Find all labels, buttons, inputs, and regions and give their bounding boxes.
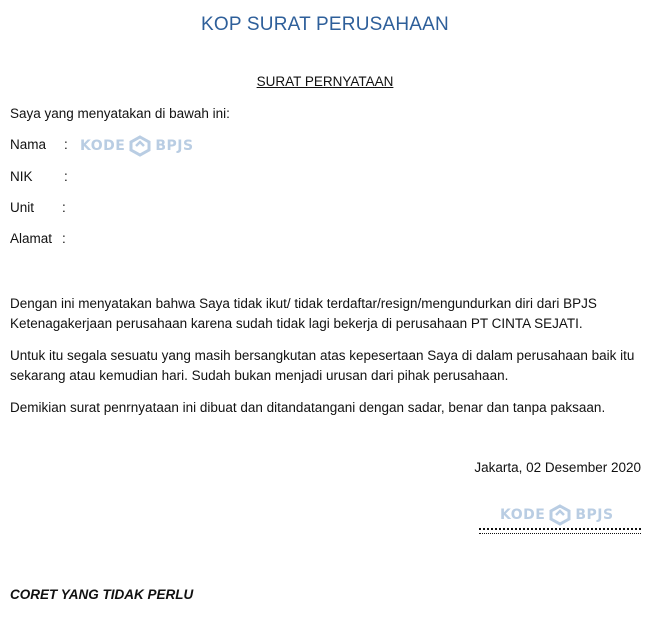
- paragraph-consequence: Untuk itu segala sesuatu yang masih bersangkutan atas kepesertaan Saya di dalam perusahaan baik itu sekarang atau kemudian hari. Sudah bukan menjadi urusan dari pihak perusahaan.: [10, 348, 635, 383]
- footer-note: CORET YANG TIDAK PERLU: [10, 587, 194, 602]
- watermark-text-right: BPJS: [155, 138, 194, 154]
- field-label-unit: Unit: [10, 200, 35, 215]
- document-title: SURAT PERNYATAAN: [256, 74, 394, 89]
- field-colon-alamat: :: [62, 231, 66, 246]
- letterhead-title: KOP SURAT PERUSAHAAN: [201, 14, 449, 35]
- field-label-nama: Nama: [10, 137, 47, 152]
- field-colon-unit: :: [62, 200, 66, 215]
- signature-line-underline: [479, 533, 641, 534]
- watermark-logo-signature: [500, 504, 614, 526]
- watermark-text-right: BPJS: [575, 507, 614, 523]
- watermark-text-left: KODE: [500, 507, 546, 523]
- field-label-nik: NIK: [10, 169, 33, 184]
- field-colon-nama: :: [64, 137, 68, 152]
- recycle-arrows-icon: [127, 135, 153, 157]
- paragraph-statement: Dengan ini menyatakan bahwa Saya tidak ikut/ tidak terdaftar/resign/mengundurkan diri dari BPJS Ketenagakerjaan perusahaan karena sudah tidak lagi bekerja di perusahaan PT CINTA SEJATI.: [10, 296, 597, 331]
- recycle-arrows-icon: [547, 504, 573, 526]
- paragraph-closing: Demikian surat penrnyataan ini dibuat dan ditandatangani dengan sadar, benar dan tanpa paksaan.: [10, 400, 606, 415]
- signature-line: [479, 528, 641, 530]
- field-label-alamat: Alamat: [10, 231, 53, 246]
- field-colon-nik: :: [64, 169, 68, 184]
- watermark-logo: [80, 135, 194, 157]
- watermark-text-left: KODE: [80, 138, 126, 154]
- intro-text: Saya yang menyatakan di bawah ini:: [10, 106, 230, 121]
- place-date: Jakarta, 02 Desember 2020: [474, 460, 641, 475]
